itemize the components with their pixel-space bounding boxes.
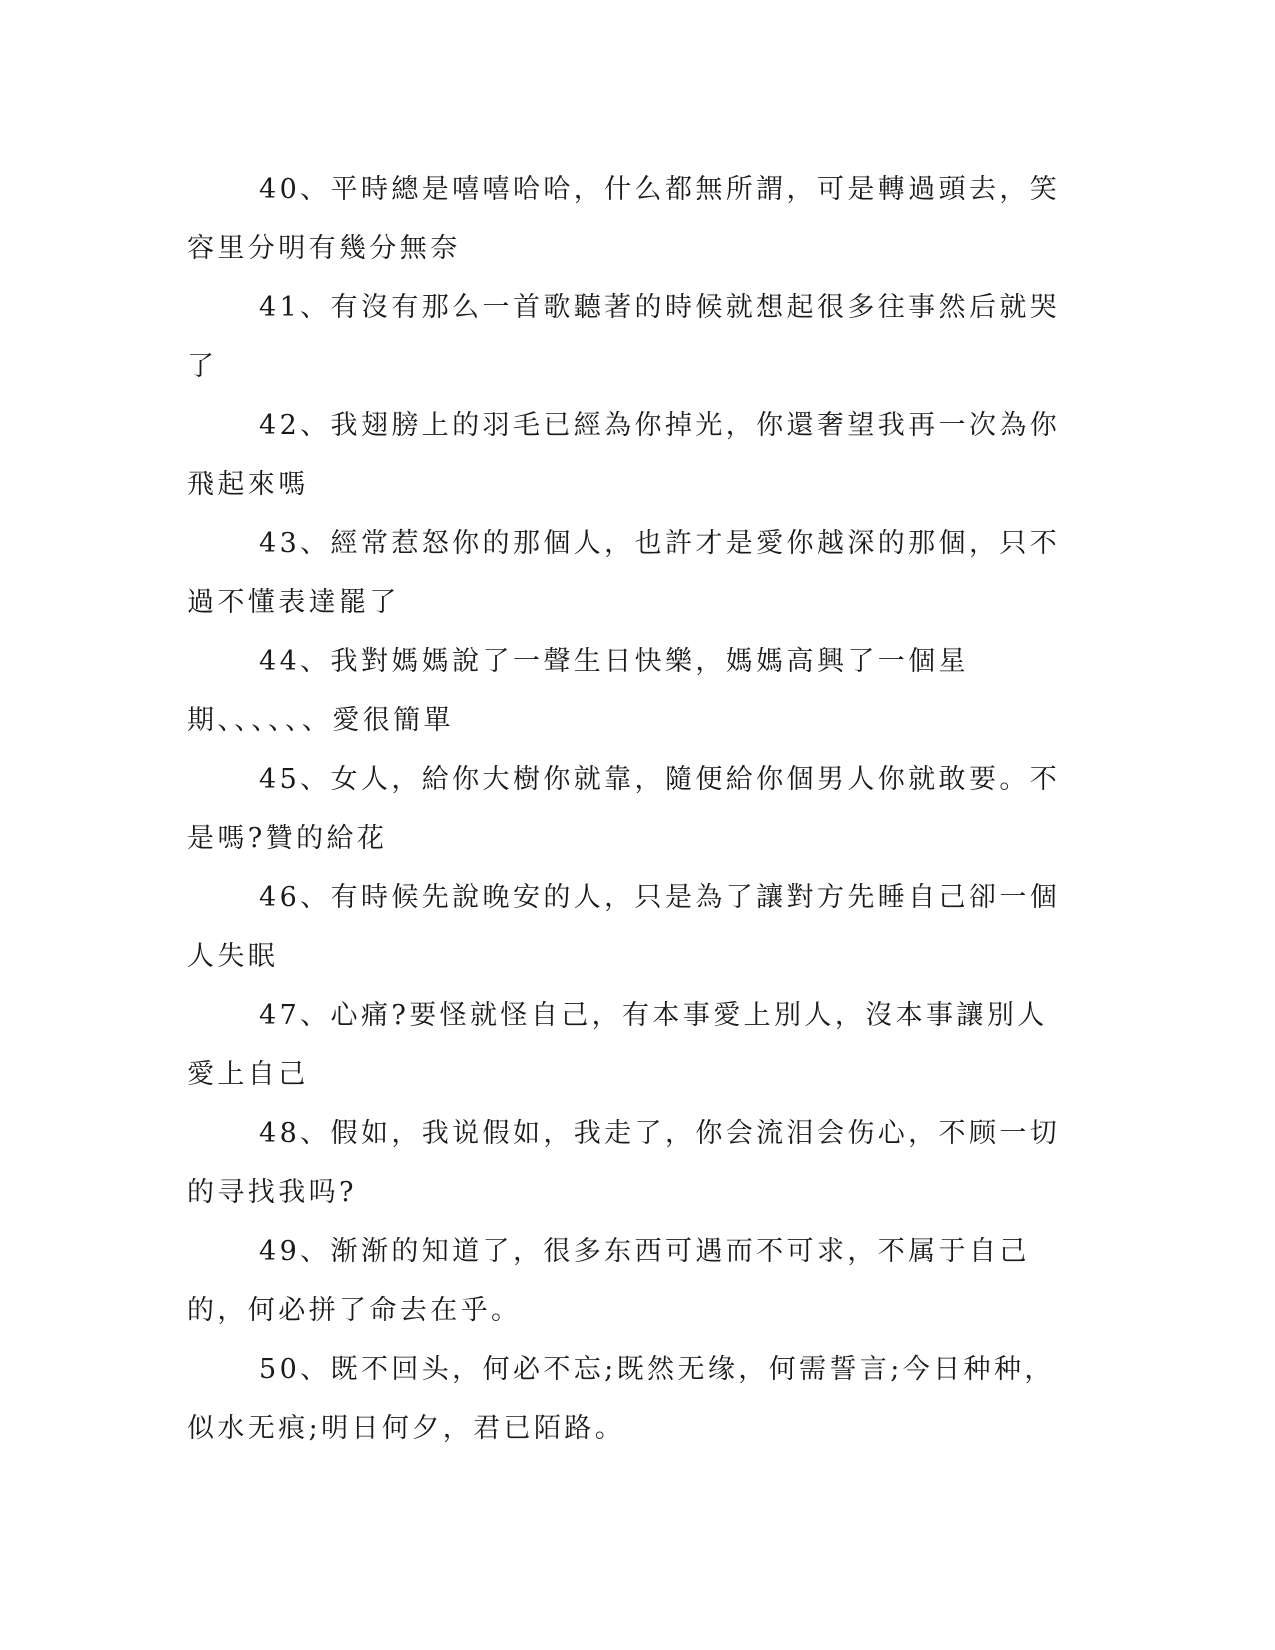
paragraph-47: 47、心痛?要怪就怪自己，有本事愛上別人，沒本事讓別人愛上自己 (187, 1000, 1048, 1090)
paragraph-46: 46、有時候先說晚安的人，只是為了讓對方先睡自己卻一個人失眠 (187, 882, 1061, 972)
paragraph-44: 44、我對媽媽說了一聲生日快樂，媽媽高興了一個星期、、、、、、愛很簡單 (187, 646, 969, 736)
paragraph-42: 42、我翅膀上的羽毛已經為你掉光，你還奢望我再一次為你飛起來嗎 (187, 410, 1061, 500)
paragraph-41: 41、有沒有那么一首歌聽著的時候就想起很多往事然后就哭了 (187, 292, 1061, 382)
paragraph-40: 40、平時總是嘻嘻哈哈，什么都無所謂，可是轉過頭去，笑容里分明有幾分無奈 (187, 174, 1061, 264)
document-body (187, 160, 1067, 1458)
paragraph-43: 43、經常惹怒你的那個人，也許才是愛你越深的那個，只不過不懂表達罷了 (187, 528, 1061, 618)
paragraph-49: 49、渐渐的知道了，很多东西可遇而不可求，不属于自己的，何必拼了命去在乎。 (187, 1236, 1030, 1326)
paragraph-45: 45、女人，給你大樹你就靠，隨便給你個男人你就敢要。不是嗎?贊的給花 (187, 764, 1061, 854)
paragraph-50: 50、既不回头，何必不忘;既然无缘，何需誓言;今日种种，似水无痕;明日何夕，君已陌路。 (187, 1354, 1055, 1444)
paragraph-48: 48、假如，我说假如，我走了，你会流泪会伤心，不顾一切的寻找我吗? (187, 1118, 1061, 1208)
